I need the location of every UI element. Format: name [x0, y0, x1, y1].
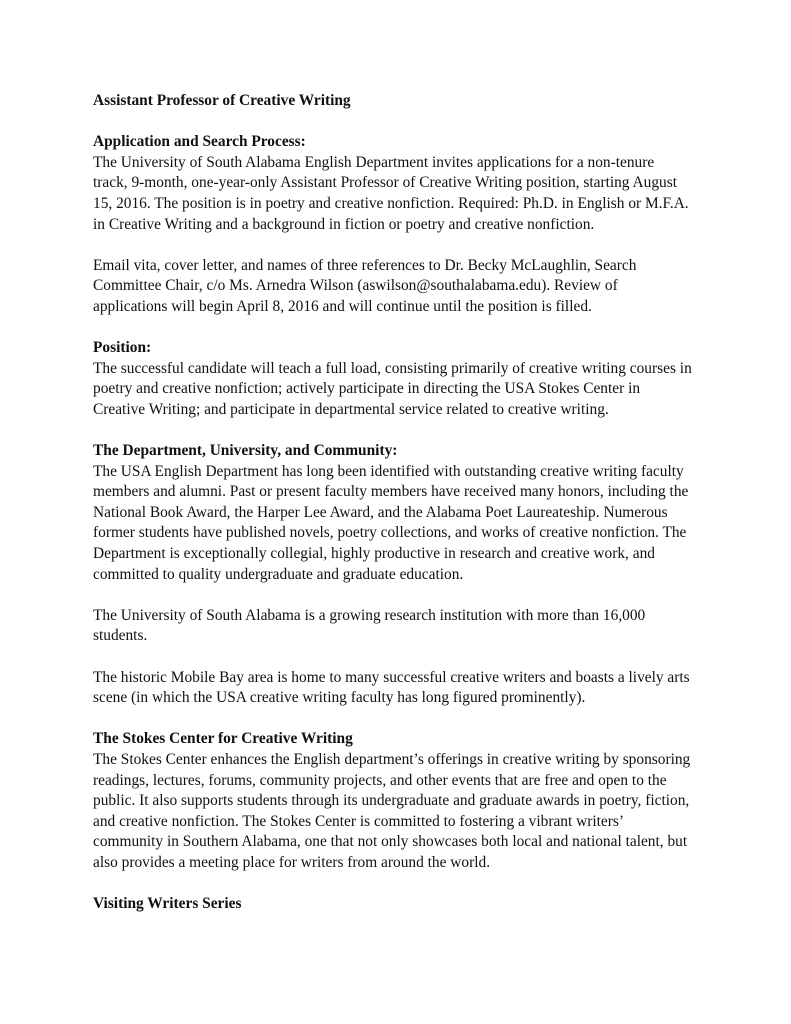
section-heading: The Department, University, and Community: [93, 442, 398, 460]
section-gap [93, 874, 705, 895]
paragraph-line: The University of South Alabama is a growing research institution with more than 16,000 [93, 606, 646, 624]
paragraph-line: 15, 2016. The position is in poetry and creative nonfiction. Required: Ph.D. in English or M.F.A. [93, 194, 689, 212]
document-sections [93, 132, 705, 915]
section-heading: Position: [93, 339, 152, 357]
paragraph-line: National Book Award, the Harper Lee Award, and the Alabama Poet Laureateship. Numerous [93, 503, 668, 521]
section-heading: The Stokes Center for Creative Writing [93, 730, 353, 748]
section-gap [93, 318, 705, 339]
document-body [93, 91, 705, 915]
paragraph-line: The Stokes Center enhances the English department’s offerings in creative writing by sponsoring [93, 751, 691, 768]
paragraph-line: Creative Writing; and participate in departmental service related to creative writing. [93, 400, 609, 418]
paragraph-line: members and alumni. Past or present faculty members have received many honors, including the [93, 483, 689, 501]
paragraph-line: community in Southern Alabama, one that not only showcases both local and national talent, but [93, 833, 688, 851]
paragraph-line: in Creative Writing and a background in fiction or poetry and creative nonfiction. [93, 215, 595, 233]
paragraph-gap [93, 585, 705, 606]
paragraph-line: poetry and creative nonfiction; actively participate in directing the USA Stokes Center in [93, 380, 641, 398]
paragraph-line: Department is exceptionally collegial, highly productive in research and creative work, and [93, 545, 655, 563]
section-heading: Application and Search Process: [93, 133, 306, 151]
paragraph-line: The successful candidate will teach a full load, consisting primarily of creative writing courses in [93, 359, 692, 377]
paragraph-line: readings, lectures, forums, community projects, and other events that are free and open to the [93, 771, 667, 789]
section-gap [93, 709, 705, 730]
section-heading: Visiting Writers Series [93, 895, 242, 913]
paragraph-line: students. [93, 627, 148, 645]
paragraph-line: committed to quality undergraduate and graduate education. [93, 565, 464, 583]
paragraph-line: scene (in which the USA creative writing faculty has long figured prominently). [93, 689, 586, 707]
paragraph-line: The University of South Alabama English Department invites applications for a non-tenure [93, 153, 655, 171]
paragraph-line: public. It also supports students through its undergraduate and graduate awards in poetry, fiction, [93, 792, 690, 810]
paragraph-line: The USA English Department has long been identified with outstanding creative writing faculty [93, 462, 684, 480]
paragraph-line: and creative nonfiction. The Stokes Center is committed to fostering a vibrant writers’ [93, 812, 624, 830]
paragraph-line: former students have published novels, poetry collections, and works of creative nonfiction. The [93, 524, 687, 542]
paragraph-gap [93, 112, 705, 133]
paragraph-line: also provides a meeting place for writers from around the world. [93, 853, 491, 871]
paragraph-gap [93, 647, 705, 668]
paragraph-line: The historic Mobile Bay area is home to many successful creative writers and boasts a lively arts [93, 668, 690, 686]
section-gap [93, 421, 705, 442]
paragraph-line: Email vita, cover letter, and names of three references to Dr. Becky McLaughlin, Search [93, 256, 637, 274]
document-title: Assistant Professor of Creative Writing [93, 92, 351, 109]
paragraph-gap [93, 235, 705, 256]
paragraph-line: track, 9-month, one-year-only Assistant Professor of Creative Writing position, starting August [93, 174, 677, 192]
paragraph-line: applications will begin April 8, 2016 and will continue until the position is filled. [93, 297, 592, 315]
paragraph-line: Committee Chair, c/o Ms. Arnedra Wilson (aswilson@southalabama.edu). Review of [93, 277, 618, 295]
